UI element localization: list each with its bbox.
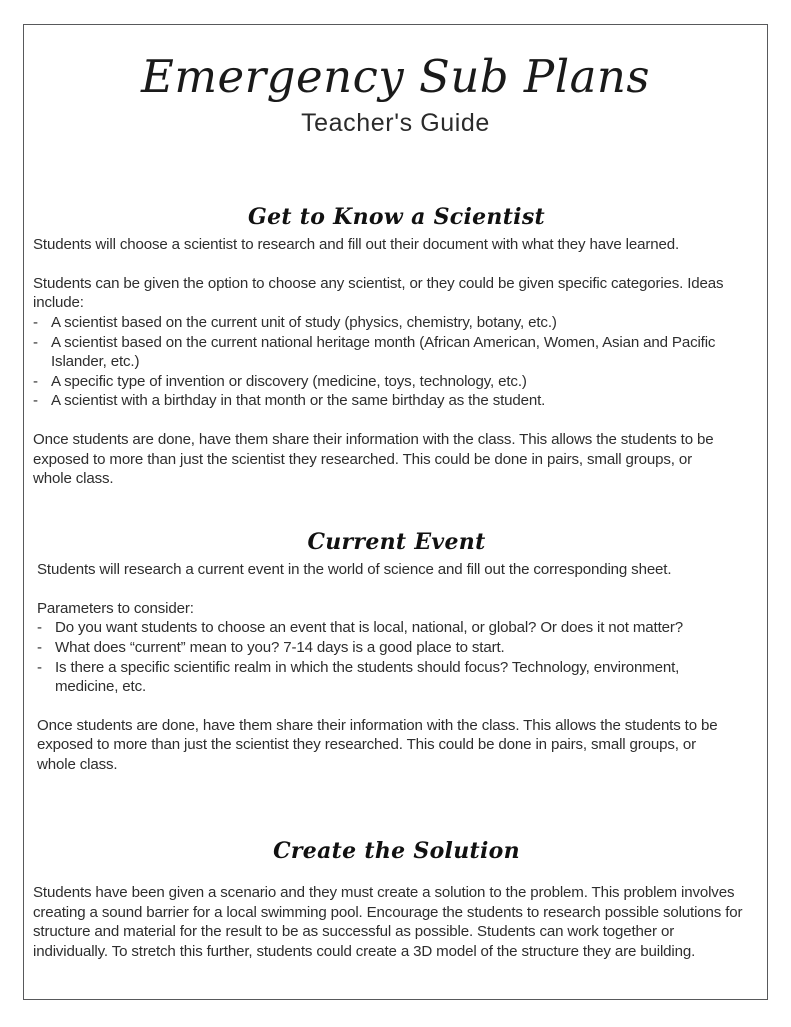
section-body [37,560,737,774]
list-item-text: A specific type of invention or discovery (medicine, toys, technology, etc.) [51,372,527,390]
list-item [37,658,737,697]
list-item [33,313,733,333]
section-heading: Create the Solution [273,838,520,864]
list-item-text: A scientist based on the current national heritage month (African American, Women, Asian and Pacific Islander, etc.) [51,333,716,371]
section-closing-paragraph: Once students are done, have them share their information with the class. This allows the students to be exposed to more than just the scientist they researched. This could be done in pairs, small groups, or whole class. [37,716,718,773]
section-closing-paragraph: Once students are done, have them share their information with the class. This allows the students to be exposed to more than just the scientist they researched. This could be done in pairs, small groups, or whole class. [33,430,714,488]
section-heading: Get to Know a Scientist [247,204,545,230]
list-item [37,618,737,638]
bullet-dash: - [33,313,38,331]
page-subtitle: Teacher's Guide [301,108,490,137]
section-create-the-solution [33,839,760,962]
section-list-intro: Parameters to consider: [37,599,194,617]
list-item [33,333,733,372]
section-list-intro: Students can be given the option to choose any scientist, or they could be given specific categories. Ideas include: [33,274,724,312]
list-item [37,638,737,658]
section-heading: Current Event [307,529,486,555]
page-title: Emergency Sub Plans [140,50,650,103]
list-item-text: A scientist based on the current unit of study (physics, chemistry, botany, etc.) [51,313,557,331]
list-item [33,372,733,392]
list-item-text: Do you want students to choose an event that is local, national, or global? Or does it not matter? [55,619,684,637]
section-intro-paragraph: Students will choose a scientist to research and fill out their document with what they have learned. [33,236,679,254]
section-body [33,883,743,961]
bullet-dash: - [33,333,38,351]
section-intro-paragraph: Students will research a current event in the world of science and fill out the corresponding sheet. [37,561,672,579]
list-item-text: Is there a specific scientific realm in which the students should focus? Technology, environment, medicine, etc. [55,658,680,696]
bullet-list [37,618,737,696]
bullet-dash: - [33,392,38,410]
list-item [33,391,733,411]
document-page [23,24,768,1000]
bullet-dash: - [37,619,42,637]
section-body [33,235,733,489]
bullet-dash: - [37,658,42,676]
list-item-text: What does “current” mean to you? 7-14 days is a good place to start. [55,638,505,656]
bullet-dash: - [37,638,42,656]
bullet-list [33,313,733,411]
section-current-event [33,530,760,775]
page-content [24,50,767,1027]
bullet-dash: - [33,372,38,390]
section-get-to-know-a-scientist [33,205,760,489]
list-item-text: A scientist with a birthday in that month or the same birthday as the student. [51,392,546,410]
section-body-paragraph: Students have been given a scenario and they must create a solution to the problem. This problem involves creating a sound barrier for a local swimming pool. Encourage the students to research possible solutions for structure and material for the result to be as successful as possible. Students can work together or individually. To stretch this further, students could create a 3D model of the structure they are building. [33,884,743,960]
